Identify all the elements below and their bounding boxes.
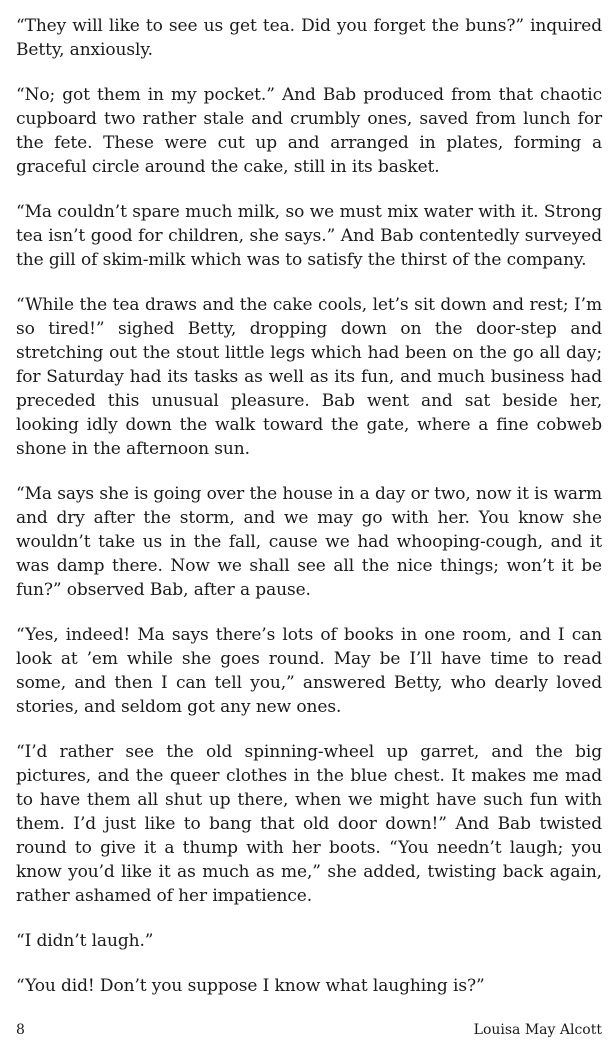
page-number: 8: [16, 1022, 25, 1038]
running-footer-author: Louisa May Alcott: [473, 1022, 602, 1038]
paragraph: “No; got them in my pocket.” And Bab produced from that chaotic cupboard two rather stale and crumbly ones, saved from lunch for the fete. These were cut up and arranged in plates, forming a graceful circle around the cake, still in its basket.: [16, 85, 602, 177]
paragraph: “You did! Don’t you suppose I know what laughing is?”: [16, 976, 485, 996]
paragraph: “While the tea draws and the cake cools, let’s sit down and rest; I’m so tired!” sighed Betty, dropping down on the door-step and stretching out the stout little legs which had been on the go all day; for Saturday had its tasks as well as its fun, and much business had preceded this unusual pleasure. Bab went and sat beside her, looking idly down the walk toward the gate, where a fine cobweb shone in the afternoon sun.: [16, 295, 602, 459]
paragraph: “They will like to see us get tea. Did you forget the buns?” inquired Betty, anxiously.: [16, 16, 602, 60]
paragraph: “I didn’t laugh.”: [16, 931, 154, 951]
page-footer: [16, 1022, 602, 1042]
paragraph: “Yes, indeed! Ma says there’s lots of books in one room, and I can look at ’em while she goes round. May be I’ll have time to read some, and then I can tell you,” answered Betty, who dearly loved stories, and seldom got any new ones.: [16, 625, 602, 717]
paragraph: “I’d rather see the old spinning-wheel up garret, and the big pictures, and the queer clothes in the blue chest. It makes me mad to have them all shut up there, when we might have such fun with them. I’d just like to bang that old door down!” And Bab twisted round to give it a thump with her boots. “You needn’t laugh; you know you’d like it as much as me,” she added, twisting back again, rather ashamed of her impatience.: [16, 742, 602, 906]
paragraph: “Ma couldn’t spare much milk, so we must mix water with it. Strong tea isn’t good for children, she says.” And Bab contentedly surveyed the gill of skim-milk which was to satisfy the thirst of the company.: [16, 202, 602, 270]
paragraph: “Ma says she is going over the house in a day or two, now it is warm and dry after the storm, and we may go with her. You know she wouldn’t take us in the fall, cause we had whooping-cough, and it was damp there. Now we shall see all the nice things; won’t it be fun?” observed Bab, after a pause.: [16, 484, 602, 600]
page-body-text: [16, 14, 602, 1019]
